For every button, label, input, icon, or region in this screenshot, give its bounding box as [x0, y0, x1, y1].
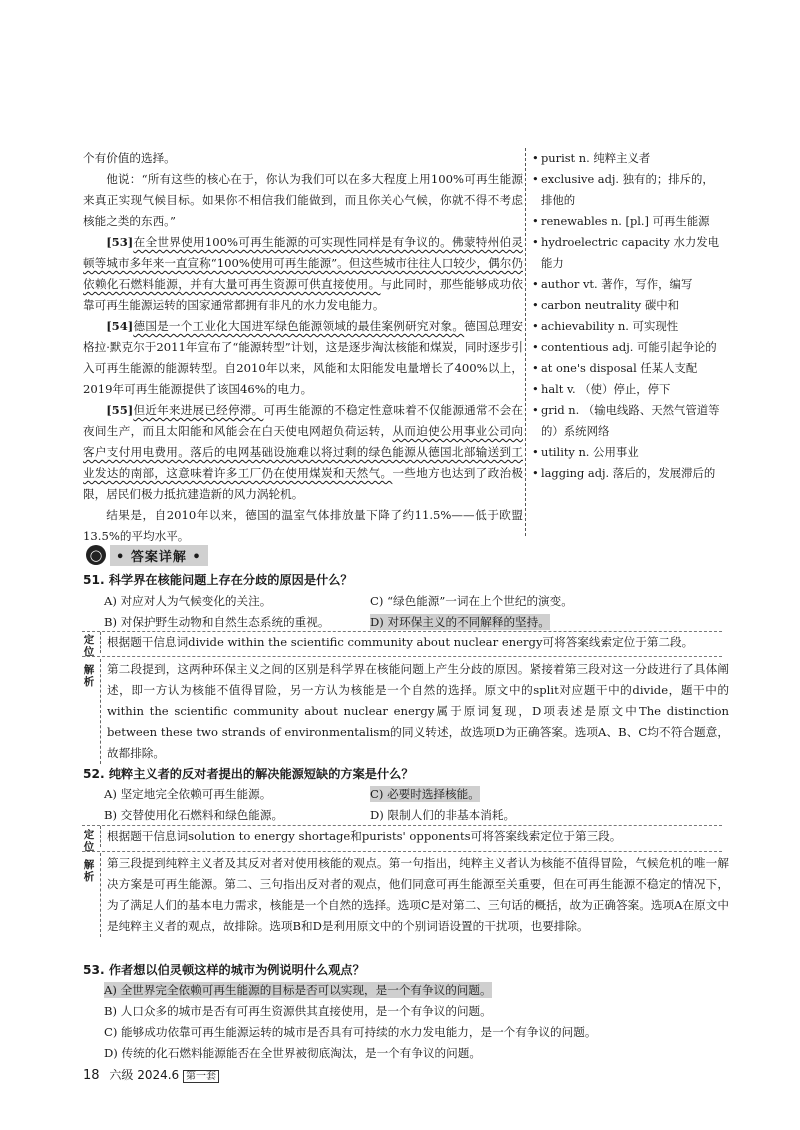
tag-char: 定	[83, 634, 95, 646]
analyze-tag	[82, 664, 96, 688]
q51-option-b: B) 对保护野生动物和自然生态系统的重视。	[104, 615, 330, 629]
glossary-item: • achievability n. 可实现性	[532, 316, 722, 337]
passage-text	[83, 148, 523, 547]
q51-explanation: 第二段提到，这两种环保主义之间的区别是科学界在核能问题上产生分歧的原因。紧接着第三段对这一分歧进行了具体阐述，即一方认为核能不值得冒险，另一方认为核能是一个自然的选择。原文中的split对应题干中的divide，题干中的within the scientific community about nuclear energy属于原词复现，D项表述是原文中The distinction between these two strands of environmentalism的同义转述，故选项D为正确答案。选项A、B、C均不符合题意，故都排除。	[100, 659, 729, 764]
analyze-tag	[82, 859, 96, 883]
glossary-item: • purist n. 纯粹主义者	[532, 148, 722, 169]
question-51-stem: 51. 科学界在核能问题上存在分歧的原因是什么？	[83, 573, 353, 587]
glossary-item: • hydroelectric capacity 水力发电能力	[532, 232, 722, 274]
passage-paragraph: 他说：“所有这些的核心在于，你认为我们可以在多大程度上用100%可再生能源来真正实现气候目标。如果你不相信我们能做到，而且你关心气候，你就不得不考虑核能之类的东西。”	[83, 172, 523, 228]
q53-option-a: A) 全世界完全依赖可再生能源的目标是否可以实现，是一个有争议的问题。	[104, 983, 492, 997]
q52-option-c: C) 必要时选择核能。	[370, 787, 480, 801]
sentence: 一些地方也达到了政治极限，居民们极力抵抗建造新的风力涡轮机。	[83, 466, 523, 501]
glossary	[532, 148, 722, 484]
tag-char: 解	[83, 859, 95, 871]
tag-char: 析	[83, 871, 95, 883]
glossary-item: • author vt. 著作，写作，编写	[532, 274, 722, 295]
glossary-item: • exclusive adj. 独有的；排斥的，排他的	[532, 169, 722, 211]
tag-char: 解	[83, 664, 95, 676]
q52-explanation: 第三段提到纯粹主义者及其反对者对使用核能的观点。第一句指出，纯粹主义者认为核能不值得冒险，气候危机的唯一解决方案是可再生能源。第二、三句指出反对者的观点，他们同意可再生能源至关重要，但在可再生能源不稳定的情况下，为了满足人们的基本电力需求，核能是一个自然的选择。选项C是对第二、三句话的概括，故为正确答案。选项A在原文中是纯粹主义者的观点，故排除。选项B和D是利用原文中的个别词语设置的干扰项，也要排除。	[100, 853, 729, 937]
page-number: 18	[83, 1068, 100, 1083]
divider	[82, 656, 722, 657]
glossary-item: • at one's disposal 任某人支配	[532, 358, 722, 379]
tag-char: 位	[83, 646, 95, 658]
glossary-item: • grid n. （输电线路、天然气管道等的）系统网络	[532, 400, 722, 442]
paragraph-number: [54]	[106, 319, 134, 333]
answer-section-title: • 答案详解 •	[110, 545, 208, 566]
q51-option-c: C) “绿色能源”一词在上个世纪的演变。	[370, 594, 573, 608]
q52-locate: 根据题干信息词solution to energy shortage和purists' opponents可将答案线索定位于第三段。	[100, 826, 729, 847]
passage-paragraph: 个有价值的选择。	[83, 151, 176, 165]
divider	[82, 851, 722, 852]
passage-paragraph: 结果是，自2010年以来，德国的温室气体排放量下降了约11.5%——低于欧盟13.5%的平均水平。	[83, 508, 523, 543]
q52-option-b: B) 交替使用化石燃料和绿色能源。	[104, 808, 284, 822]
tag-char: 定	[83, 829, 95, 841]
column-divider	[525, 148, 526, 536]
q52-option-d: D) 限制人们的非基本消耗。	[370, 808, 516, 822]
question-53-stem: 53. 作者想以伯灵顿这样的城市为例说明什么观点？	[83, 963, 365, 977]
answer-section-header	[86, 543, 208, 567]
glossary-item: • renewables n. [pl.] 可再生能源	[532, 211, 722, 232]
passage-paragraph	[83, 232, 523, 316]
tag-char: 位	[83, 841, 95, 853]
underlined-sentence: 德国是一个工业化大国进军绿色能源领域的最佳案例研究对象。	[133, 319, 465, 333]
q52-option-a: A) 坚定地完全依赖可再生能源。	[104, 787, 272, 801]
underlined-sentence: 但近年来进展已经停滞。	[133, 403, 264, 417]
sentence: 德国总理安格拉·默克尔于2011年宣布了“能源转型”计划，这是逐步淘汰核能和煤炭，同时逐步引入可再生能源的能源转型。自2010年以来，风能和太阳能发电量增长了400%以上，2019年可再生能源提供了该国46%的电力。	[83, 319, 523, 396]
locate-tag	[82, 634, 96, 658]
q51-locate: 根据题干信息词divide within the scientific community about nuclear energy可将答案线索定位于第二段。	[100, 632, 729, 653]
glossary-item: • lagging adj. 落后的，发展滞后的	[532, 463, 722, 484]
q53-option-b: B) 人口众多的城市是否有可再生资源供其直接使用，是一个有争议的问题。	[104, 1004, 492, 1018]
issue-label: 六级 2024.6	[109, 1068, 180, 1082]
paragraph-number: [55]	[106, 403, 134, 417]
lightbulb-icon: ◯	[86, 545, 106, 565]
glossary-item: • utility n. 公用事业	[532, 442, 722, 463]
underlined-sentence: 在全世界使用100%可再生能源的可实现性同样是有争议的。佛蒙特州伯灵顿等城市多年来一直宣称“100%使用可再生能源”。但这些城市往往人口较少，偶尔仍依赖化石燃料能源，并有大量可再生资源可供直接使用。	[83, 235, 523, 291]
locate-tag	[82, 829, 96, 853]
glossary-item: • halt v. （使）停止，停下	[532, 379, 722, 400]
sentence: 与此同时，那些能够成功依靠可再生能源运转的国家通常都拥有非凡的水力发电能力。	[83, 277, 523, 312]
underlined-sentence: 从而迫使公用事业公司向客户支付用电费用。落后的电网基础设施难以将过剩的绿色能源从德国北部输送到工业发达的南部，这意味着许多工厂仍在使用煤炭和天然气。	[83, 424, 523, 480]
q51-option-d: D) 对环保主义的不同解释的坚持。	[370, 615, 550, 629]
glossary-item: • carbon neutrality 碳中和	[532, 295, 722, 316]
q53-option-d: D) 传统的化石燃料能源能否在全世界被彻底淘汰，是一个有争议的问题。	[104, 1046, 481, 1060]
question-52-stem: 52. 纯粹主义者的反对者提出的解决能源短缺的方案是什么？	[83, 767, 414, 781]
tag-char: 析	[83, 676, 95, 688]
passage-paragraph	[83, 400, 523, 505]
q53-option-c: C) 能够成功依靠可再生能源运转的城市是否具有可持续的水力发电能力，是一个有争议的问题。	[104, 1025, 597, 1039]
q51-option-a: A) 对应对人为气候变化的关注。	[104, 594, 272, 608]
paragraph-number: [53]	[106, 235, 134, 249]
page-footer	[83, 1066, 219, 1083]
set-label: 第一套	[183, 1070, 219, 1083]
passage-paragraph	[83, 316, 523, 400]
glossary-item: • contentious adj. 可能引起争论的	[532, 337, 722, 358]
sentence: 可再生能源的不稳定性意味着不仅能源通常不会在夜间生产，而且太阳能和风能会在白天使电网超负荷运转，	[83, 403, 523, 438]
